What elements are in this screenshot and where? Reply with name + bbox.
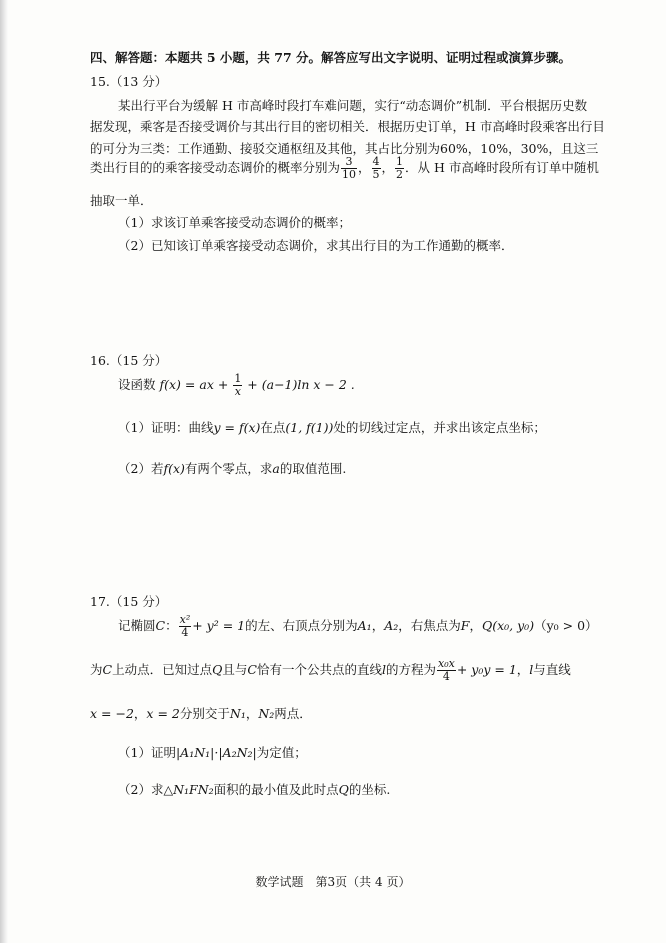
frac-den: 2: [396, 168, 404, 181]
q17-l2-f: ，: [516, 662, 530, 677]
q17-l2-a: 为: [90, 662, 103, 677]
frac-num: [437, 658, 456, 670]
q17-colon: ：: [165, 618, 178, 633]
q17-Q: Q(x₀, y₀): [481, 618, 535, 633]
q16-part1-c: 处的切线过定点，并求出该定点坐标；: [333, 420, 546, 435]
prob-fraction-1: [341, 156, 357, 181]
q17-x1: x = −2: [90, 706, 134, 721]
q17-F: F: [460, 618, 470, 633]
q15-line4-pre: 类出行目的的乘客接受动态调价的概率分别为: [90, 160, 341, 175]
q17-heading: 17.（15 分）: [90, 594, 168, 609]
q15-line2: 据发现，乘客是否接受调价与其出行目的密切相关．根据历史订单，H 市高峰时段乘客出行目: [90, 119, 605, 134]
q17-part1-a: （1）证明: [118, 745, 176, 760]
q17-A2: A₂: [384, 618, 399, 633]
q15-part2: （2）已知该订单乘客接受动态调价，求其出行目的为工作通勤的概率．: [118, 238, 514, 253]
q17-C: C: [247, 662, 257, 677]
frac-den: 4: [179, 626, 192, 639]
q17-l2-g: 与直线: [533, 662, 571, 677]
q16-part2-a: （2）若: [118, 461, 164, 476]
q17-l1-mid: 的左、右顶点分别为: [245, 618, 358, 633]
q17-l2-e: 的方程为: [385, 662, 436, 677]
line-fraction: [437, 658, 456, 683]
frac-num: 1: [234, 372, 242, 385]
q16-part2-fx: f(x): [163, 461, 185, 476]
frac-num: 3: [345, 155, 353, 168]
q17-ell-rest: + y² = 1: [192, 618, 246, 633]
q17-C: C: [155, 618, 166, 633]
frac-num: 4: [372, 155, 380, 168]
q15-heading: 15.（13 分）: [90, 74, 168, 89]
q17-line2: [90, 655, 571, 685]
q17-part2-a: （2）求△: [118, 782, 174, 797]
q16-def-eq: = ax +: [184, 377, 229, 392]
page-shadow-edge: [0, 0, 8, 943]
q17-part1-expr: |A₁N₁|·|A₂N₂|: [175, 745, 257, 760]
frac-num: 1: [396, 155, 404, 168]
sep: ，: [381, 160, 395, 175]
q17-l3-a: 分别交于: [179, 706, 230, 721]
q17-Q-point: Q: [338, 782, 349, 797]
q17-l: l: [381, 662, 386, 677]
q15-line4-post: ．从 H 市高峰时段所有订单中随机: [405, 160, 599, 175]
q17-l2-d: 恰有一个公共点的直线: [256, 662, 382, 677]
q17-line-rest: + y₀y = 1: [456, 662, 517, 677]
q15-line5: 抽取一单．: [90, 193, 153, 208]
q16-fraction: [233, 373, 242, 398]
q17-Q-point: Q: [212, 662, 223, 677]
section-header: 四、解答题：本题共 5 小题，共 77 分。解答应写出文字说明、证明过程或演算步骤。: [90, 50, 572, 65]
q16-part2-c: 的取值范围.: [279, 461, 347, 476]
q15-line4: [90, 154, 599, 182]
q17-N1: N₁: [229, 706, 246, 721]
q17-l2-b: 上动点．已知过点: [112, 662, 213, 677]
q16-part2-b: 有两个零点，求: [184, 461, 273, 476]
sep: ，: [358, 160, 371, 175]
q17-part2-b: 面积的最小值及此时点: [213, 782, 339, 797]
q16-def-pre: 设函数: [118, 377, 156, 392]
frac-den-var: x: [234, 385, 241, 398]
q17-line1: 记椭圆C： $\frac{\text{x²}}{4}$ + y² = 1的左、右顶点分别为A₁，A₂，右焦点为F，Q(x₀, y₀)（y₀ > 0）: [118, 613, 598, 639]
q17-l1-pre: 记椭圆: [118, 618, 156, 633]
q17-N2: N₂: [258, 706, 275, 721]
prob-fraction-3: [395, 156, 404, 181]
q16-var-a: a: [272, 461, 280, 476]
q17-l2-c: 且与: [222, 662, 248, 677]
q17-cond: （y₀ > 0）: [534, 618, 598, 633]
q17-C: C: [102, 662, 113, 677]
page-footer: 数学试题 第3页（共 4 页）: [255, 875, 411, 889]
q16-part1: [118, 418, 546, 436]
q17-part2: [118, 780, 390, 798]
frac-num-var: x²: [179, 613, 191, 626]
q16-point: (1, f(1)): [285, 420, 334, 435]
q16-heading: 16.（15 分）: [90, 353, 168, 368]
frac-num-var: x₀x: [437, 657, 455, 670]
q16-part1-b: 在点: [260, 420, 286, 435]
frac-den: [233, 385, 242, 398]
frac-num: [179, 614, 192, 626]
q17-l1-mid2: ，右焦点为: [398, 618, 461, 633]
q17-x2: x = 2: [146, 706, 180, 721]
q16-part2: [118, 459, 346, 477]
q17-part1-b: 为定值；: [256, 745, 307, 760]
q17-line3: x = −2，x = 2分别交于N₁，N₂两点．: [90, 706, 312, 721]
q16-definition: [118, 371, 355, 399]
q15-line1: 某出行平台为缓解 H 市高峰时段打车难问题，实行“动态调价”机制．平台根据历史数: [118, 98, 588, 113]
frac-den: 5: [372, 168, 380, 181]
q17-part1: [118, 743, 307, 761]
q17-l: l: [529, 662, 534, 677]
q17-A1: A₁: [357, 618, 372, 633]
ellipse-fraction: [179, 614, 192, 639]
q16-curve: y = f(x): [213, 420, 261, 435]
q16-fx: f(x): [159, 377, 181, 392]
q17-l3-b: 两点．: [274, 706, 312, 721]
frac-den: 10: [342, 168, 357, 181]
q16-def-post: + (a−1)ln x − 2 .: [247, 377, 355, 392]
frac-den: 4: [437, 670, 456, 683]
q15-part1: （1）求该订单乘客接受动态调价的概率；: [118, 215, 351, 230]
prob-fraction-2: [372, 156, 381, 181]
q16-part1-a: （1）证明：曲线: [118, 420, 214, 435]
q17-part2-c: 的坐标.: [348, 782, 391, 797]
q15-line3: 的可分为三类：工作通勤、接驳交通枢纽及其他，其占比分别为60%，10%，30%，且这三: [90, 141, 599, 156]
q17-triangle: N₁FN₂: [173, 782, 214, 797]
